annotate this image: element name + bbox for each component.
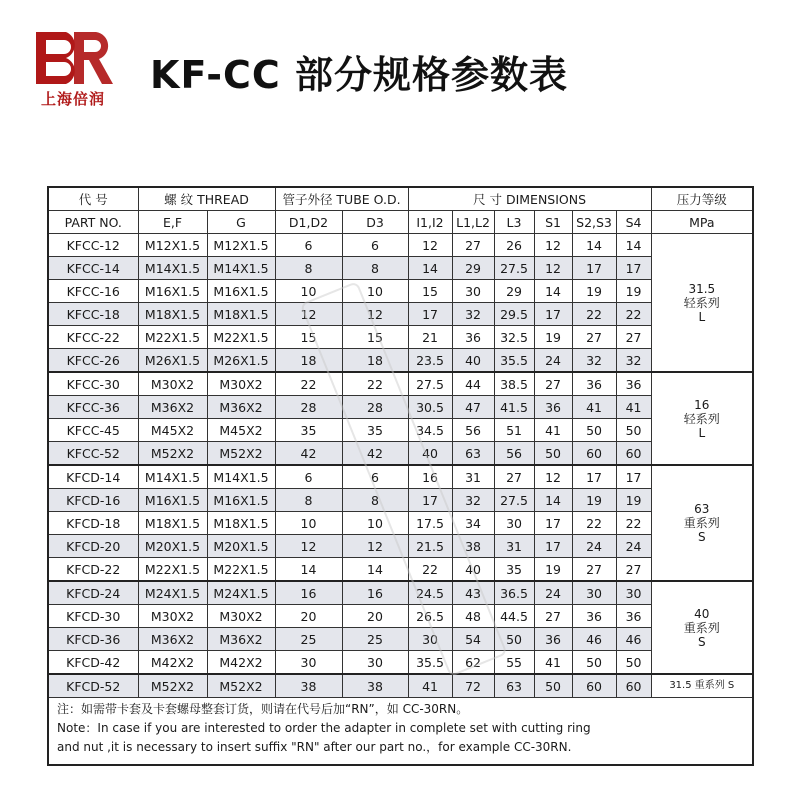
cell-part-no: KFCC-18 (48, 303, 138, 326)
table-row (48, 512, 753, 535)
cell-i1i2: 15 (408, 280, 452, 303)
cell-thread-ef: M14X1.5 (138, 465, 207, 489)
cell-l1l2: 48 (452, 605, 494, 628)
table-row (48, 234, 753, 257)
cell-i1i2: 27.5 (408, 372, 452, 396)
cell-s1: 19 (534, 558, 572, 582)
cell-l3: 26 (494, 234, 534, 257)
cell-s2s3: 22 (572, 512, 616, 535)
cell-s4: 60 (616, 674, 651, 698)
cell-l3: 63 (494, 674, 534, 698)
cell-thread-g: M52X2 (207, 442, 275, 466)
note-en-2: and nut ,it is necessary to insert suffix "RN" after our part no.，for example CC-30RN. (57, 740, 572, 754)
cell-l1l2: 34 (452, 512, 494, 535)
cell-part-no: KFCD-20 (48, 535, 138, 558)
cell-s2s3: 14 (572, 234, 616, 257)
table-row (48, 465, 753, 489)
cell-part-no: KFCD-24 (48, 581, 138, 605)
cell-l3: 27.5 (494, 257, 534, 280)
header-row-1 (48, 187, 753, 211)
cell-l1l2: 29 (452, 257, 494, 280)
cell-s4: 27 (616, 326, 651, 349)
cell-l1l2: 40 (452, 558, 494, 582)
cell-s4: 19 (616, 489, 651, 512)
col-dimensions-header: 尺 寸 DIMENSIONS (408, 187, 651, 211)
cell-thread-ef: M30X2 (138, 605, 207, 628)
cell-s2s3: 19 (572, 280, 616, 303)
table-row (48, 372, 753, 396)
cell-s2s3: 41 (572, 396, 616, 419)
cell-d1d2: 14 (275, 558, 342, 582)
table-row (48, 535, 753, 558)
cell-s1: 27 (534, 372, 572, 396)
logo-mark (28, 28, 118, 88)
cell-l3: 35 (494, 558, 534, 582)
cell-d3: 35 (342, 419, 408, 442)
cell-s1: 27 (534, 605, 572, 628)
cell-l1l2: 54 (452, 628, 494, 651)
cell-thread-g: M52X2 (207, 674, 275, 698)
table-row (48, 628, 753, 651)
cell-thread-ef: M18X1.5 (138, 303, 207, 326)
table-row (48, 326, 753, 349)
cell-l1l2: 62 (452, 651, 494, 675)
cell-s1: 17 (534, 535, 572, 558)
cell-part-no: KFCC-45 (48, 419, 138, 442)
cell-s1: 50 (534, 674, 572, 698)
col-l3: L3 (494, 211, 534, 234)
note-cn: 注：如需带卡套及卡套螺母整套订货，则请在代号后加“RN”，如 CC-30RN。 (57, 702, 469, 716)
page-title: KF-CC 部分规格参数表 (150, 53, 569, 97)
cell-i1i2: 30 (408, 628, 452, 651)
table-row (48, 257, 753, 280)
pressure-class-line: L (698, 309, 706, 324)
cell-d3: 10 (342, 280, 408, 303)
cell-l3: 27.5 (494, 489, 534, 512)
cell-part-no: KFCD-30 (48, 605, 138, 628)
cell-s4: 22 (616, 512, 651, 535)
cell-d3: 38 (342, 674, 408, 698)
pressure-class-cell (651, 465, 753, 581)
cell-d3: 10 (342, 512, 408, 535)
cell-s1: 14 (534, 280, 572, 303)
table-row (48, 489, 753, 512)
cell-s2s3: 36 (572, 372, 616, 396)
pressure-class-line: 31.5 (688, 281, 716, 296)
cell-l1l2: 36 (452, 326, 494, 349)
pressure-class-line: 重系列 (683, 516, 720, 530)
cell-part-no: KFCD-16 (48, 489, 138, 512)
cell-s4: 46 (616, 628, 651, 651)
cell-d1d2: 8 (275, 257, 342, 280)
cell-s4: 30 (616, 581, 651, 605)
cell-l3: 55 (494, 651, 534, 675)
cell-thread-ef: M14X1.5 (138, 257, 207, 280)
cell-s4: 50 (616, 651, 651, 675)
cell-s2s3: 17 (572, 257, 616, 280)
cell-s2s3: 24 (572, 535, 616, 558)
cell-l3: 50 (494, 628, 534, 651)
cell-s2s3: 19 (572, 489, 616, 512)
col-d1d2: D1,D2 (275, 211, 342, 234)
cell-s1: 36 (534, 628, 572, 651)
col-l1l2: L1,L2 (452, 211, 494, 234)
table-row (48, 605, 753, 628)
cell-l1l2: 32 (452, 303, 494, 326)
cell-i1i2: 35.5 (408, 651, 452, 675)
cell-s2s3: 17 (572, 465, 616, 489)
cell-i1i2: 24.5 (408, 581, 452, 605)
cell-thread-ef: M20X1.5 (138, 535, 207, 558)
cell-l1l2: 32 (452, 489, 494, 512)
cell-d3: 42 (342, 442, 408, 466)
cell-thread-ef: M16X1.5 (138, 280, 207, 303)
cell-i1i2: 34.5 (408, 419, 452, 442)
cell-s2s3: 22 (572, 303, 616, 326)
cell-d3: 6 (342, 234, 408, 257)
cell-l1l2: 63 (452, 442, 494, 466)
cell-l1l2: 40 (452, 349, 494, 373)
cell-thread-g: M18X1.5 (207, 303, 275, 326)
cell-l3: 38.5 (494, 372, 534, 396)
cell-thread-g: M16X1.5 (207, 489, 275, 512)
cell-d1d2: 6 (275, 234, 342, 257)
cell-d1d2: 18 (275, 349, 342, 373)
cell-s2s3: 50 (572, 419, 616, 442)
spec-table-body (48, 234, 753, 698)
pressure-class-line: 轻系列 (683, 411, 720, 426)
cell-i1i2: 14 (408, 257, 452, 280)
cell-d3: 25 (342, 628, 408, 651)
logo-subtitle: 上海倍润 (40, 90, 105, 108)
cell-l1l2: 31 (452, 465, 494, 489)
cell-d1d2: 38 (275, 674, 342, 698)
spec-table (47, 186, 754, 766)
cell-i1i2: 17.5 (408, 512, 452, 535)
cell-thread-g: M42X2 (207, 651, 275, 675)
cell-i1i2: 17 (408, 303, 452, 326)
cell-thread-ef: M42X2 (138, 651, 207, 675)
cell-s1: 14 (534, 489, 572, 512)
cell-l3: 31 (494, 535, 534, 558)
cell-s4: 24 (616, 535, 651, 558)
cell-s1: 12 (534, 257, 572, 280)
cell-d3: 6 (342, 465, 408, 489)
cell-d3: 12 (342, 535, 408, 558)
note-en-1: Note：In case if you are interested to order the adapter in complete set with cutting ring (57, 721, 591, 735)
cell-thread-g: M30X2 (207, 372, 275, 396)
pressure-class-line: 轻系列 (683, 295, 720, 310)
cell-s1: 24 (534, 581, 572, 605)
col-d3: D3 (342, 211, 408, 234)
cell-l1l2: 27 (452, 234, 494, 257)
cell-part-no: KFCD-52 (48, 674, 138, 698)
cell-part-no: KFCC-22 (48, 326, 138, 349)
cell-part-no: KFCD-14 (48, 465, 138, 489)
cell-s1: 17 (534, 303, 572, 326)
notes-cell (48, 698, 753, 766)
cell-s1: 24 (534, 349, 572, 373)
cell-thread-ef: M36X2 (138, 628, 207, 651)
cell-d1d2: 8 (275, 489, 342, 512)
cell-s4: 27 (616, 558, 651, 582)
cell-part-no: KFCD-22 (48, 558, 138, 582)
cell-i1i2: 17 (408, 489, 452, 512)
col-code-header: 代 号 (48, 187, 138, 211)
cell-d3: 8 (342, 489, 408, 512)
cell-s2s3: 30 (572, 581, 616, 605)
cell-thread-g: M36X2 (207, 396, 275, 419)
cell-d3: 15 (342, 326, 408, 349)
col-i1i2: I1,I2 (408, 211, 452, 234)
cell-d3: 20 (342, 605, 408, 628)
cell-thread-ef: M12X1.5 (138, 234, 207, 257)
cell-s4: 22 (616, 303, 651, 326)
cell-part-no: KFCC-26 (48, 349, 138, 373)
table-row (48, 651, 753, 675)
cell-s2s3: 36 (572, 605, 616, 628)
cell-l3: 44.5 (494, 605, 534, 628)
table-row (48, 419, 753, 442)
cell-d3: 30 (342, 651, 408, 675)
cell-part-no: KFCC-36 (48, 396, 138, 419)
notes-row (48, 698, 753, 766)
cell-d1d2: 35 (275, 419, 342, 442)
cell-s1: 17 (534, 512, 572, 535)
cell-thread-ef: M18X1.5 (138, 512, 207, 535)
cell-i1i2: 16 (408, 465, 452, 489)
pressure-class-cell (651, 674, 753, 698)
cell-l3: 56 (494, 442, 534, 466)
cell-d1d2: 16 (275, 581, 342, 605)
cell-s1: 41 (534, 419, 572, 442)
cell-i1i2: 22 (408, 558, 452, 582)
pressure-class-cell (651, 581, 753, 674)
cell-s4: 17 (616, 465, 651, 489)
cell-d1d2: 12 (275, 303, 342, 326)
cell-s4: 50 (616, 419, 651, 442)
cell-i1i2: 40 (408, 442, 452, 466)
col-tube-header: 管子外径 TUBE O.D. (275, 187, 408, 211)
cell-s2s3: 60 (572, 674, 616, 698)
cell-i1i2: 26.5 (408, 605, 452, 628)
cell-l1l2: 38 (452, 535, 494, 558)
cell-s1: 36 (534, 396, 572, 419)
cell-d1d2: 10 (275, 280, 342, 303)
col-s4: S4 (616, 211, 651, 234)
table-row (48, 280, 753, 303)
col-s1: S1 (534, 211, 572, 234)
cell-thread-g: M30X2 (207, 605, 275, 628)
cell-d3: 14 (342, 558, 408, 582)
cell-d1d2: 30 (275, 651, 342, 675)
pressure-class-line: S (698, 530, 706, 544)
cell-thread-g: M45X2 (207, 419, 275, 442)
cell-d1d2: 12 (275, 535, 342, 558)
cell-thread-g: M12X1.5 (207, 234, 275, 257)
cell-i1i2: 23.5 (408, 349, 452, 373)
cell-i1i2: 12 (408, 234, 452, 257)
pressure-class-line: L (698, 425, 706, 440)
cell-l3: 41.5 (494, 396, 534, 419)
cell-s4: 60 (616, 442, 651, 466)
brand-logo (28, 28, 118, 110)
col-s2s3: S2,S3 (572, 211, 616, 234)
cell-d1d2: 28 (275, 396, 342, 419)
cell-thread-g: M36X2 (207, 628, 275, 651)
table-row (48, 396, 753, 419)
cell-l3: 29.5 (494, 303, 534, 326)
cell-d1d2: 22 (275, 372, 342, 396)
cell-d3: 28 (342, 396, 408, 419)
cell-part-no: KFCD-36 (48, 628, 138, 651)
col-g: G (207, 211, 275, 234)
cell-l1l2: 44 (452, 372, 494, 396)
cell-i1i2: 41 (408, 674, 452, 698)
cell-s1: 50 (534, 442, 572, 466)
col-ef: E,F (138, 211, 207, 234)
cell-s1: 19 (534, 326, 572, 349)
cell-d3: 16 (342, 581, 408, 605)
cell-l1l2: 47 (452, 396, 494, 419)
cell-d1d2: 20 (275, 605, 342, 628)
header-row-2 (48, 211, 753, 234)
cell-s2s3: 46 (572, 628, 616, 651)
pressure-class-cell (651, 372, 753, 465)
pressure-class-line: S (698, 634, 706, 649)
cell-thread-ef: M52X2 (138, 674, 207, 698)
cell-thread-g: M14X1.5 (207, 257, 275, 280)
cell-l3: 36.5 (494, 581, 534, 605)
cell-l1l2: 43 (452, 581, 494, 605)
cell-part-no: KFCD-42 (48, 651, 138, 675)
cell-thread-g: M16X1.5 (207, 280, 275, 303)
cell-l3: 27 (494, 465, 534, 489)
cell-l1l2: 72 (452, 674, 494, 698)
cell-d1d2: 42 (275, 442, 342, 466)
cell-thread-ef: M45X2 (138, 419, 207, 442)
cell-l3: 29 (494, 280, 534, 303)
cell-s4: 36 (616, 372, 651, 396)
cell-thread-ef: M16X1.5 (138, 489, 207, 512)
cell-s4: 32 (616, 349, 651, 373)
cell-thread-g: M22X1.5 (207, 558, 275, 582)
cell-s4: 41 (616, 396, 651, 419)
cell-s4: 19 (616, 280, 651, 303)
cell-part-no: KFCC-30 (48, 372, 138, 396)
col-mpa: MPa (651, 211, 753, 234)
cell-d3: 22 (342, 372, 408, 396)
cell-part-no: KFCC-16 (48, 280, 138, 303)
cell-d3: 18 (342, 349, 408, 373)
col-part-no: PART NO. (48, 211, 138, 234)
cell-part-no: KFCD-18 (48, 512, 138, 535)
cell-d1d2: 6 (275, 465, 342, 489)
cell-l1l2: 30 (452, 280, 494, 303)
cell-part-no: KFCC-52 (48, 442, 138, 466)
cell-part-no: KFCC-14 (48, 257, 138, 280)
cell-thread-g: M18X1.5 (207, 512, 275, 535)
cell-s2s3: 27 (572, 558, 616, 582)
cell-s2s3: 27 (572, 326, 616, 349)
cell-l3: 51 (494, 419, 534, 442)
cell-thread-ef: M22X1.5 (138, 326, 207, 349)
table-row (48, 442, 753, 466)
cell-s4: 14 (616, 234, 651, 257)
col-pressure-header: 压力等级 (651, 187, 753, 211)
cell-i1i2: 21 (408, 326, 452, 349)
cell-s2s3: 50 (572, 651, 616, 675)
table-row (48, 558, 753, 582)
cell-d1d2: 15 (275, 326, 342, 349)
cell-thread-ef: M26X1.5 (138, 349, 207, 373)
pressure-class-line: 40 (694, 606, 710, 621)
cell-thread-ef: M24X1.5 (138, 581, 207, 605)
cell-i1i2: 21.5 (408, 535, 452, 558)
cell-part-no: KFCC-12 (48, 234, 138, 257)
cell-d3: 12 (342, 303, 408, 326)
cell-s1: 41 (534, 651, 572, 675)
cell-d1d2: 10 (275, 512, 342, 535)
cell-thread-ef: M30X2 (138, 372, 207, 396)
cell-s1: 12 (534, 465, 572, 489)
cell-thread-ef: M36X2 (138, 396, 207, 419)
cell-thread-ef: M22X1.5 (138, 558, 207, 582)
cell-i1i2: 30.5 (408, 396, 452, 419)
table-row (48, 581, 753, 605)
cell-s2s3: 32 (572, 349, 616, 373)
cell-thread-g: M26X1.5 (207, 349, 275, 373)
pressure-class-line: 重系列 (683, 620, 720, 635)
pressure-class-cell (651, 234, 753, 373)
col-thread-header: 螺 纹 THREAD (138, 187, 275, 211)
table-row (48, 349, 753, 373)
cell-d3: 8 (342, 257, 408, 280)
cell-s2s3: 60 (572, 442, 616, 466)
cell-thread-g: M22X1.5 (207, 326, 275, 349)
pressure-class-line: 16 (694, 397, 710, 412)
cell-s4: 36 (616, 605, 651, 628)
cell-l1l2: 56 (452, 419, 494, 442)
pressure-class-line: 63 (694, 502, 710, 516)
table-row (48, 674, 753, 698)
cell-s4: 17 (616, 257, 651, 280)
cell-d1d2: 25 (275, 628, 342, 651)
cell-thread-g: M24X1.5 (207, 581, 275, 605)
cell-thread-g: M20X1.5 (207, 535, 275, 558)
cell-l3: 30 (494, 512, 534, 535)
pressure-class-line: 31.5 重系列 S (669, 680, 735, 691)
cell-l3: 35.5 (494, 349, 534, 373)
cell-thread-g: M14X1.5 (207, 465, 275, 489)
cell-thread-ef: M52X2 (138, 442, 207, 466)
cell-l3: 32.5 (494, 326, 534, 349)
cell-s1: 12 (534, 234, 572, 257)
table-row (48, 303, 753, 326)
